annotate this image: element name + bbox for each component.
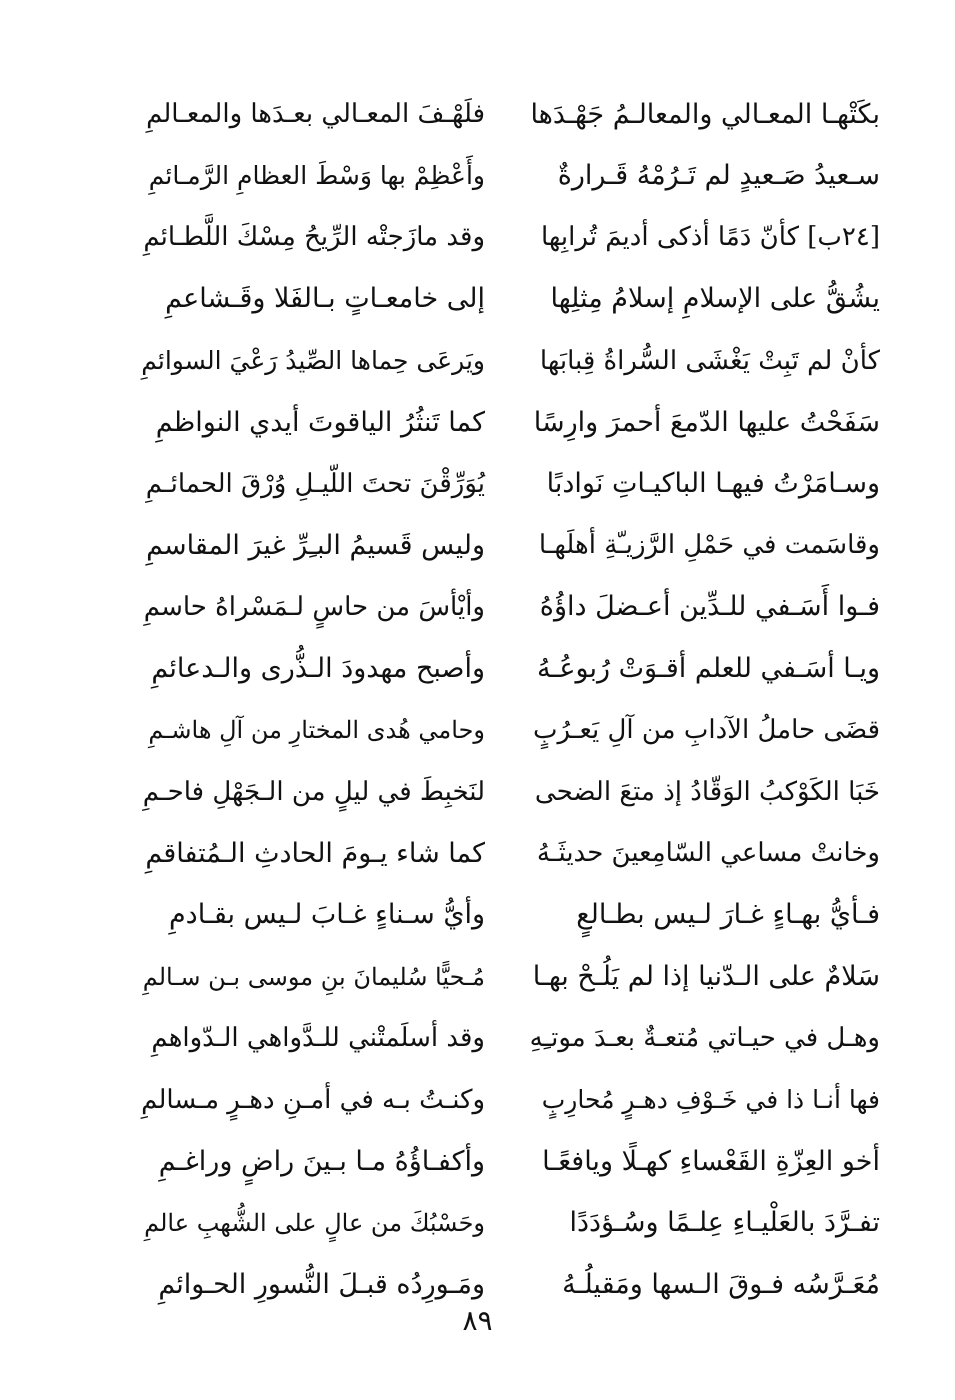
verse-second-hemistich: كما تَنثُرُ الياقوتَ أيدي النواظمِ: [155, 406, 485, 438]
verse-row: [140, 515, 880, 577]
verse-first-hemistich: قضَى حاملُ الآدابِ من آلِ يَعـرُبٍ: [533, 715, 880, 746]
verse-first-hemistich: فها أنـا ذا في خَـوْفِ دهـرٍ مُحارِبٍ: [541, 1085, 880, 1115]
verse-row: [140, 146, 880, 208]
verse-second-hemistich: إلى خامعـاتٍ بـالفَلا وقَـشاعمِ: [165, 283, 485, 315]
verse-second-hemistich: لنَخبِطَ في ليلٍ من الـجَهْلِ فاحـمِ: [142, 776, 485, 807]
verse-row: [140, 946, 880, 1008]
verse-second-hemistich: وحَسْبُكَ من عالٍ على الشُّهبِ عالمِ: [144, 1209, 485, 1238]
verse-first-hemistich: ويـا أسَـفي للعلم أقـوَتْ رُبوعُـهُ: [537, 652, 880, 684]
verse-row: [140, 700, 880, 762]
verse-second-hemistich: كما شاء يـومَ الحادثِ الـمُتفاقمِ: [145, 837, 485, 869]
verse-second-hemistich: يُوَرِّقْنَ تحتَ اللّيـلِ وُرْقَ الحمائـمِ: [145, 468, 485, 499]
verse-second-hemistich: وقد مازَجتْه الرِّيحُ مِسْكَ اللَّطـائمِ: [143, 222, 485, 253]
verse-row: [140, 823, 880, 885]
verse-second-hemistich: وأَعْظِمْ بها وَسْطَ العظامِ الرَّمـائمِ: [148, 161, 485, 191]
verse-first-hemistich: سـعيدُ صَـعيدٍ لم تَـرُمْهُ قَـرارةٌ: [557, 160, 880, 192]
verse-second-hemistich: وكنـتُ بـه في أمـنِ دهـرٍ مـسالمِ: [141, 1084, 485, 1115]
verse-row: [140, 454, 880, 516]
verse-first-hemistich: يشُقُّ على الإسلامِ إسلامُ مِثلِها: [550, 283, 880, 315]
verse-row: [140, 84, 880, 146]
verse-first-hemistich: تفـرَّدَ بالعَلْيـاءِ عِلـمًا وسُـؤدَدًا: [569, 1207, 880, 1239]
verse-row: [140, 1131, 880, 1193]
verse-row: [140, 885, 880, 947]
verse-row: [140, 762, 880, 824]
verse-row: [140, 1008, 880, 1070]
verse-row: [140, 1193, 880, 1255]
page-number: ٨٩: [462, 1304, 493, 1337]
verse-second-hemistich: وليس قَسيمُ البـِرِّ غيرَ المقاسمِ: [146, 529, 485, 561]
verse-second-hemistich: وأصبح مهدودَ الـذُّرى والـدعائمِ: [151, 652, 485, 684]
verse-first-hemistich: كأنْ لم تَبِتْ يَغْشَى السُّراةُ قِبابَها: [539, 345, 880, 376]
verse-first-hemistich: وهـل في حيـاتي مُتعـةٌ بعـدَ موتـِهِ: [529, 1023, 880, 1054]
verse-row: [140, 269, 880, 331]
verse-second-hemistich: مُـحيًّا سُليمانَ بنِ موسى بـن سـالمِ: [142, 962, 485, 991]
verse-first-hemistich: خَبَا الكَوْكبُ الوَقّادُ إذ متعَ الضحى: [534, 776, 880, 807]
verse-row: [140, 330, 880, 392]
verse-first-hemistich: مُعَـرَّسُه فـوقَ الـسها ومَقيلُـهُ: [562, 1268, 880, 1300]
verse-second-hemistich: وقد أسلَمتْني للـدَّواهي الـدّواهمِ: [151, 1023, 485, 1054]
verse-second-hemistich: ويَرعَى حِماها الصِّيدُ رَعْيَ السوائمِ: [141, 346, 485, 376]
verse-first-hemistich: وخانتْ مساعي السّامِعينَ حديثَـهُ: [536, 838, 880, 869]
verse-first-hemistich: بكَتْهـا المعـالي والمعالـمُ جَهْـدَها: [530, 98, 880, 130]
verse-second-hemistich: ومَـورِدُه قبـلَ النُّسورِ الحـوائمِ: [158, 1268, 485, 1300]
verse-row: [140, 1070, 880, 1132]
poem-body: [140, 84, 880, 1316]
verse-first-hemistich: فـأيُّ بهـاءٍ غـارَ لـيس بطـالعٍ: [576, 899, 880, 931]
verse-first-hemistich: وسـامَرْتُ فيهـا الباكيـاتِ نَوادبًا: [546, 468, 880, 500]
verse-first-hemistich: فـوا أَسَـفي للـدِّين أعـضلَ داؤُهُ: [539, 591, 880, 623]
verse-second-hemistich: فلَهْـفَ المعـالي بعـدَها والمعـالمِ: [146, 99, 485, 130]
verse-row: [140, 638, 880, 700]
verse-row: [140, 392, 880, 454]
verse-row: [140, 577, 880, 639]
verse-first-hemistich: سَلامٌ على الـدّنيا إذا لم يَلُـحْ بهـا: [532, 960, 880, 992]
verse-row: [140, 207, 880, 269]
verse-second-hemistich: وأكفـاؤُهُ مـا بـينَ راضٍ وراغـمِ: [158, 1145, 485, 1177]
verse-second-hemistich: وأيْأسَ من حاسٍ لـمَسْراهُ حاسمِ: [143, 591, 485, 622]
verse-second-hemistich: وحامي هُدى المختارِ من آلِ هاشـمِ: [148, 716, 485, 745]
verse-first-hemistich: أخو العِزّةِ القَعْساءِ كهـلًا ويافعًـا: [542, 1145, 880, 1177]
verse-second-hemistich: وأيُّ سـناءٍ غـابَ لـيس بقـادمِ: [168, 899, 485, 931]
verse-first-hemistich: [٢٤ب] كأنّ دَمًا أذكى أديمَ تُرابِها: [541, 222, 880, 253]
verse-first-hemistich: وقاسَمت في حَمْلِ الرَّزيـّةِ أهلَهـا: [538, 530, 880, 561]
verse-first-hemistich: سَفَحْتُ عليها الدّمعَ أحمرَ وارِسًا: [533, 406, 880, 438]
